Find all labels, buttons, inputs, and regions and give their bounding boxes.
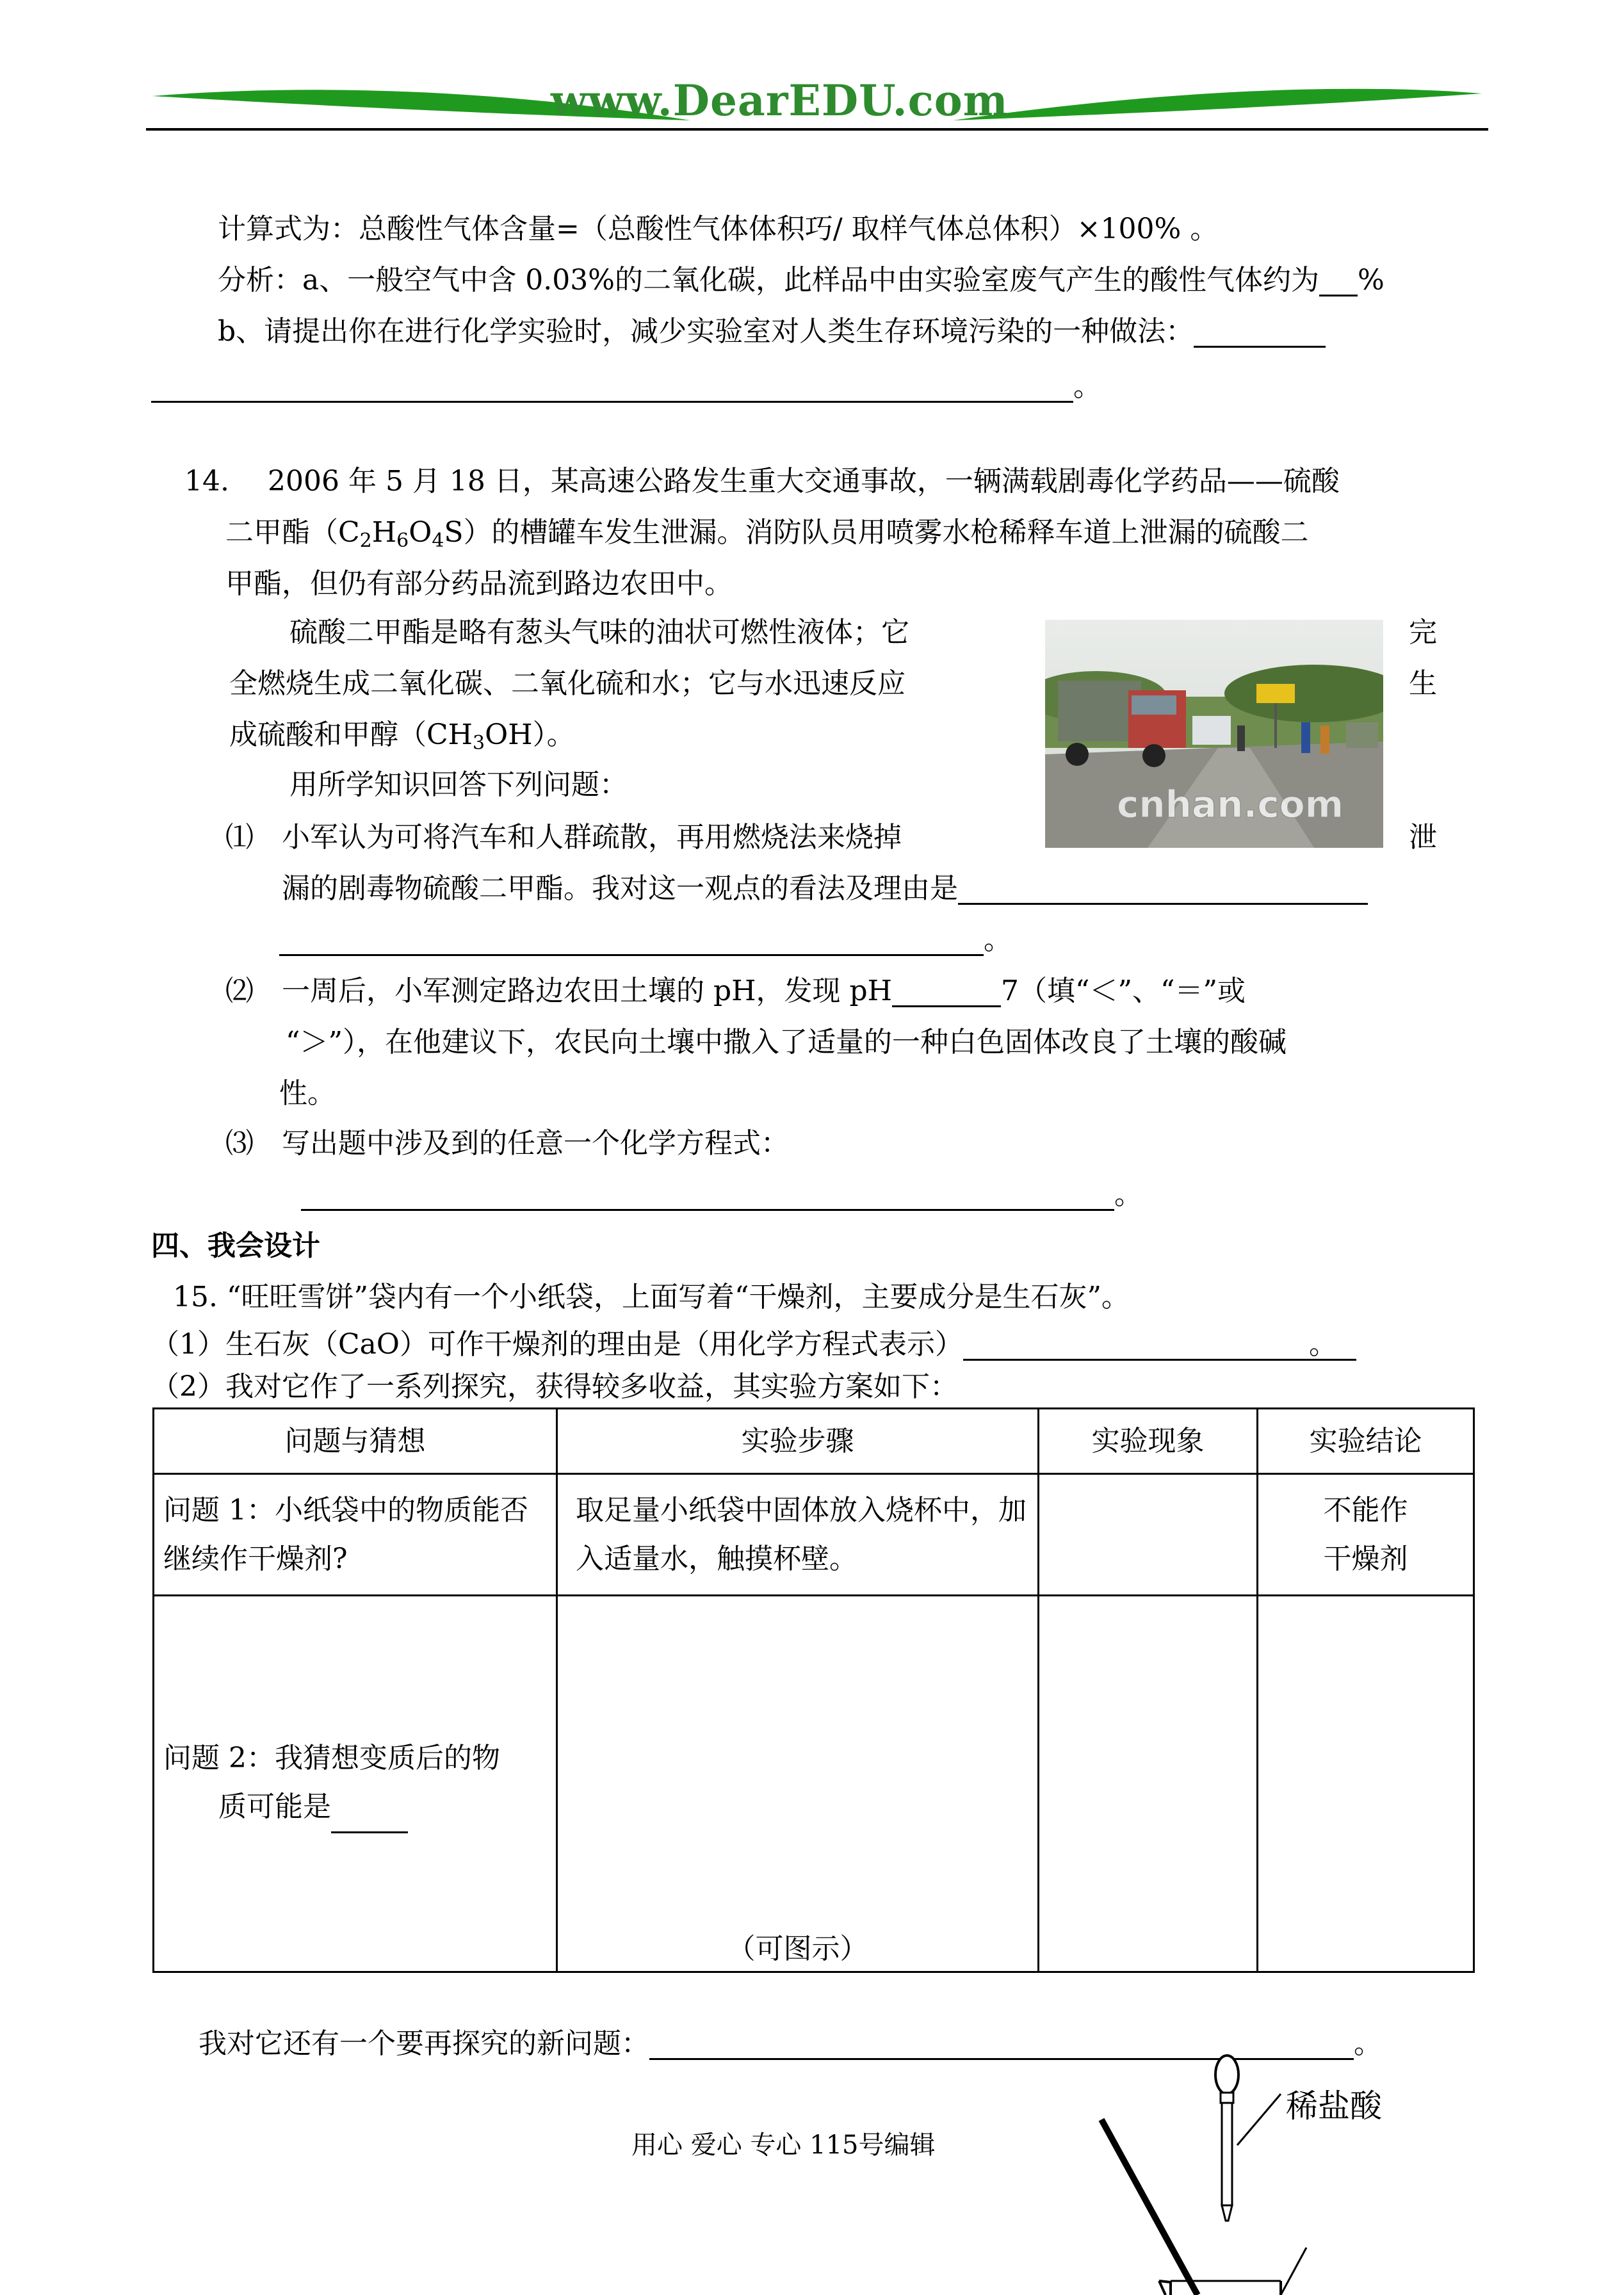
diagram-label: 稀盐酸	[1286, 2088, 1382, 2125]
q14-p1-line1: 小军认为可将汽车和人群疏散，再用燃烧法来烧掉	[282, 821, 902, 854]
row1-conclusion: 不能作 干燥剂	[1258, 1474, 1474, 1596]
q14-p1-line3: 。	[279, 926, 1012, 956]
q13-blank-b2[interactable]	[151, 373, 1073, 403]
row1-question: 问题 1：小纸袋中的物质能否继续作干燥剂?	[154, 1474, 557, 1596]
footer-text: 用心 爱心 专心 115号编辑	[631, 2130, 936, 2160]
q15-p1: （1）生石灰（CaO）可作干燥剂的理由是（用化学方程式表示） 。	[151, 1331, 1356, 1361]
header-site: www.DearEDU.com	[551, 76, 1009, 126]
q14-desc-3: 成硫酸和甲醇$(CH_3OH)$。	[229, 718, 575, 754]
q14-p3-num: ⑶	[225, 1127, 254, 1160]
q13-analysis-b	[218, 315, 1326, 348]
q14-p1-right: 泄	[1409, 821, 1437, 854]
row2-question: 问题 2：我猜想变质后的物 质可能是	[154, 1596, 557, 1972]
q15-new-question: 我对它还有一个要再探究的新问题： 。	[199, 2027, 1382, 2060]
apparatus-diagram	[1089, 2049, 1447, 2295]
q14-desc-1: 硫酸二甲酯是略有葱头气味的油状可燃性液体；它	[289, 616, 909, 649]
q13-analysis-a	[218, 266, 1384, 296]
table-row	[154, 1596, 1474, 1972]
table-row	[154, 1474, 1474, 1596]
q14-p2-line2: “＞”），在他建议下，农民向土壤中撒入了适量的一种白色固体改良了土壤的酸碱	[286, 1026, 1287, 1058]
q14-p3-blank[interactable]	[301, 1181, 1114, 1211]
q14-desc-1-right: 完	[1409, 616, 1437, 649]
q14-p3-line2: 。	[301, 1181, 1142, 1211]
q14-desc-2-right: 生	[1409, 667, 1437, 700]
q14-intro-3: 甲酯，但仍有部分药品流到路边农田中。	[225, 567, 733, 600]
q15-p1-blank[interactable]	[963, 1331, 1309, 1361]
right-swoosh	[953, 89, 1482, 120]
q14-prompt: 用所学知识回答下列问题：	[289, 768, 628, 801]
q13-blank-b1[interactable]	[1194, 318, 1326, 348]
q14-p1-blank2[interactable]	[279, 926, 984, 956]
q14-p2-line1: 一周后，小军测定路边农田土壤的 pH，发现 pH 7（填“＜”、“＝”或	[282, 975, 1246, 1007]
q13-end: 。	[1073, 370, 1101, 403]
beaker-lip	[1159, 2281, 1171, 2295]
photo-watermark: cnhan.com	[1117, 783, 1344, 826]
row1-phenomenon[interactable]	[1039, 1474, 1258, 1596]
q15-p2: （2）我对它作了一系列探究，获得较多收益，其实验方案如下：	[151, 1370, 958, 1403]
accident-photo	[1045, 620, 1383, 848]
q14-p2-blank[interactable]	[892, 977, 1001, 1007]
row2-conclusion[interactable]	[1258, 1596, 1474, 1972]
label-pointer	[1237, 2094, 1281, 2145]
q14-intro-1: 2006 年 5 月 18 日，某高速公路发生重大交通事故，一辆满载剧毒化学药品——硫酸	[268, 465, 1340, 498]
row1-step: 取足量小纸袋中固体放入烧杯中，加入适量水，触摸杯壁。	[557, 1474, 1039, 1596]
header-conclusion: 实验结论	[1258, 1409, 1474, 1474]
header-question: 问题与猜想	[154, 1409, 557, 1474]
row2-phenomenon[interactable]	[1039, 1596, 1258, 1972]
q14-p2-num: ⑵	[225, 975, 254, 1007]
row2-step[interactable]: （可图示）	[557, 1596, 1039, 1972]
q13-blank-a[interactable]	[1319, 266, 1358, 296]
q13-unit: %	[1358, 264, 1384, 296]
experiment-table	[152, 1407, 1475, 1973]
q14-p3-line1: 写出题中涉及到的任意一个化学方程式：	[282, 1127, 789, 1160]
header-phenomenon: 实验现象	[1039, 1409, 1258, 1474]
q14-number: 14.	[184, 465, 229, 498]
q14-intro-2: 二甲酯$(C_2H_6O_4S)$的槽罐车发生泄漏。消防队员用喷雾水枪稀释车道上泄漏的硫酸二	[225, 516, 1309, 552]
q15-intro: 15. “旺旺雪饼”袋内有一个小纸袋，上面写着“干燥剂，主要成分是生石灰”。	[173, 1281, 1130, 1313]
section-4-title: 四、我会设计	[151, 1229, 320, 1262]
q13-analysis-a-text: 分析：a、一般空气中含 0.03%的二氧化碳，此样品中由实验室废气产生的酸性气体约为	[218, 264, 1319, 296]
q14-p1-line2: 漏的剧毒物硫酸二甲酯。我对这一观点的看法及理由是	[282, 875, 1368, 905]
q13-analysis-b-text: b、请提出你在进行化学实验时，减少实验室对人类生存环境污染的一种做法：	[218, 315, 1194, 348]
q14-desc-2: 全燃烧生成二氧化碳、二氧化硫和水；它与水迅速反应	[229, 667, 905, 700]
q14-p1-blank1[interactable]	[958, 875, 1368, 905]
q14-p2-line3: 性。	[279, 1077, 336, 1110]
header-steps: 实验步骤	[557, 1409, 1039, 1474]
table-header-row	[154, 1409, 1474, 1474]
row2-blank[interactable]	[331, 1783, 408, 1833]
glass-rod	[1101, 2120, 1198, 2295]
q13-formula: 计算式为：总酸性气体含量=（总酸性气体体积巧/ 取样气体总体积）×100% 。	[218, 213, 1219, 245]
q13-line-b2	[151, 370, 1101, 403]
dropper-bulb	[1215, 2056, 1238, 2094]
dropper-tube	[1222, 2103, 1232, 2205]
q14-p1-num: ⑴	[225, 821, 254, 854]
